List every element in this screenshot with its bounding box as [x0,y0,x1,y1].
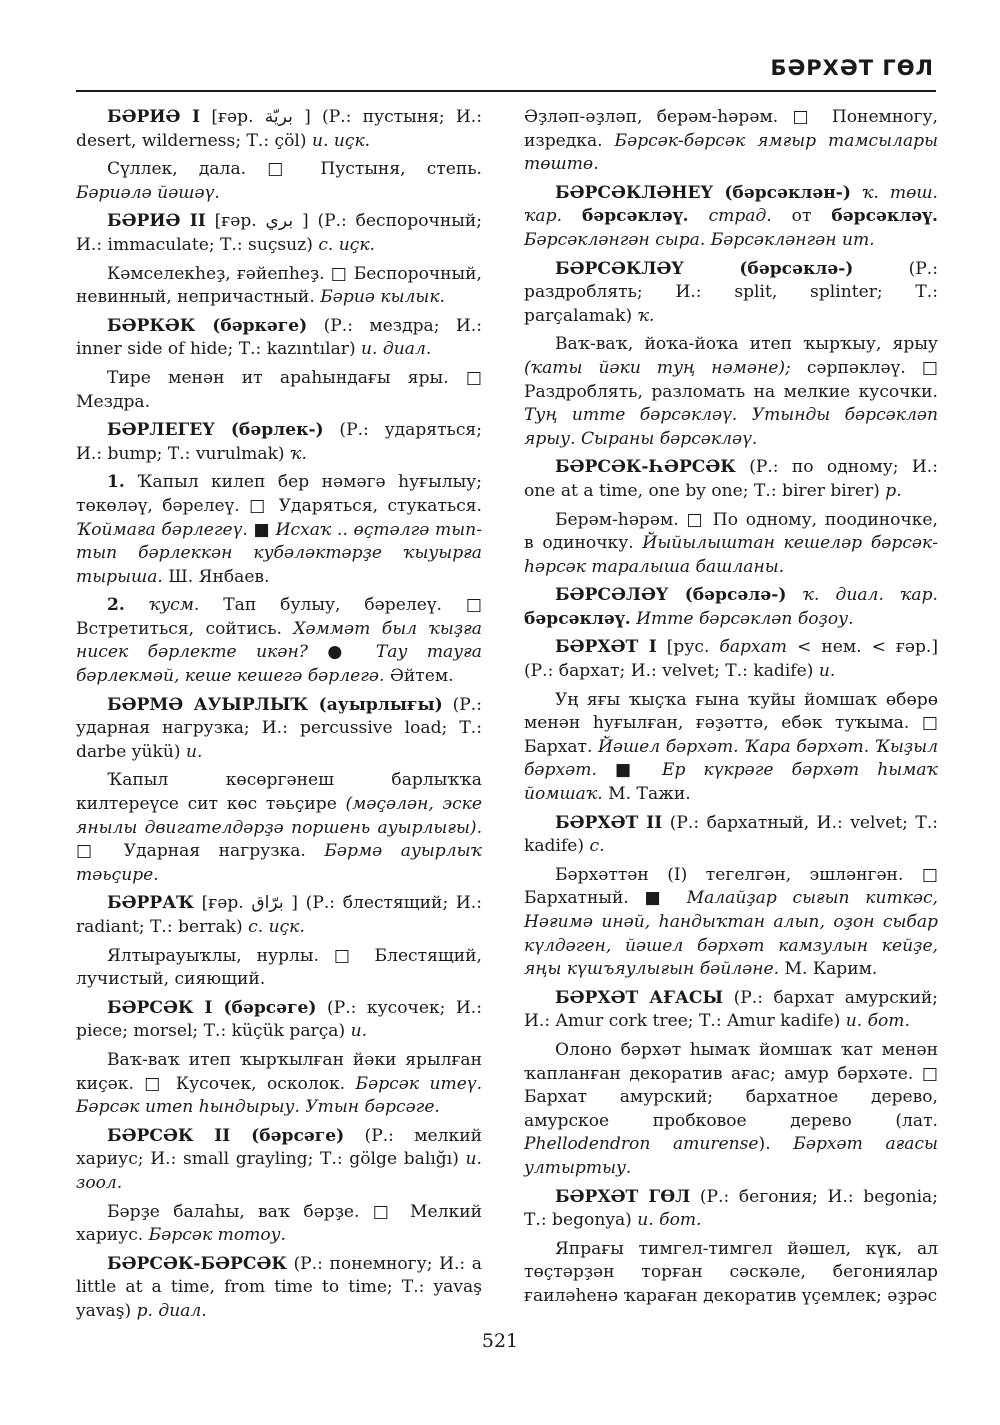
dictionary-entry: БӘРСӘКЛӘҮ (бәрсәклә-) (Р.: раздроблять; И.: split, splinter; Т.: parçalamak) ҡ. [524,258,938,326]
dictionary-entry: БӘРСӘК-БӘРСӘК (Р.: понемногу; И.: a little at a time, from time to time; Т.: yavaş yavaş) р. диал. [76,1253,482,1321]
dictionary-entry: БӘРХӘТ ГӨЛ (Р.: бегония; И.: begonia; Т.: begonya) и. бот. [524,1186,939,1231]
running-head: БӘРХӘТ ГӨЛ [770,56,934,80]
dictionary-entry: БӘРИӘ I [ғәр. بريّة ] (Р.: пустыня; И.: desert, wilderness; Т.: çöl) и. иҫк. [76,107,482,151]
page-number: 521 [481,1330,519,1352]
header-rule [76,90,936,92]
continued-definition: Әҙләп-әҙләп, берәм-һәрәм. □ Понемногу, изредка. Бәрсәк-бәрсәк ямғыр тамсылары төштө. [524,107,938,175]
dictionary-entry: БӘРСӘЛӘҮ (бәрсәлә-) ҡ. диал. ҡар. бәрсәкләү. Итте бәрсәкләп боҙоу. [524,585,938,629]
definition-paragraph: Ваҡ-ваҡ итеп ҡырҡылған йәки ярылған киҫәк. □ Кусочек, осколок. Бәрсәк итеү. Бәрсәк итеп һындырыу. Утын бәрсәге. [76,1049,482,1118]
dictionary-entry: БӘРХӘТ АҒАСЫ (Р.: бархат амурский; И.: Amur cork tree; Т.: Amur kadife) и. бот. [524,987,938,1032]
definition-paragraph: 1. Ҡапыл килеп бер нәмәгә һуғылыу; төкөләү, бәрелеү. □ Ударяться, стукаться. Ҡоймаға бәрлегеү. ■ Исхаҡ .. өҫтәлгә тып-тып бәрлеккән кубәләктәрҙе ҡыуырға тырыша. Ш. Янбаев. [76,472,482,587]
definition-paragraph: Тире менән ит араһындағы яры. □ Мездра. [76,367,482,412]
definition-paragraph: Бәрхәттән (I) тегелгән, эшләнгән. □ Бархатный. ■ Малайҙар сығып киткәс, Нәғимә инәй, һандыҡтан алып, оҙон сыбар күлдәген, йәшел бәрхәт камзулын кейҙе, яңы күшъяулығын бәйләне. М. Карим. [524,864,938,980]
dictionary-entry: БӘРСӘКЛӘНЕҮ (бәрсәклән-) ҡ. төш. ҡар. бәрсәкләү. страд. от бәрсәкләү. Бәрсәкләнгән сыра. Бәрсәкләнгән ит. [524,182,939,250]
dictionary-entry: БӘРРАҠ [ғәр. برّاق ] (Р.: блестящий; И.: radiant; Т.: berrak) с. иҫк. [76,893,482,937]
dictionary-entry: БӘРСӘК II (бәрсәге) (Р.: мелкий хариус; И.: small grayling; Т.: gölge balığı) и. зоол. [76,1125,482,1193]
dictionary-entry: БӘРКӘК (бәркәге) (Р.: мездра; И.: inner side of hide; Т.: kazıntılar) и. диал. [76,315,482,360]
dictionary-entry: БӘРЛЕГЕҮ (бәрлек-) (Р.: ударяться; И.: bump; Т.: vurulmak) ҡ. [76,420,482,464]
definition-paragraph: Берәм-һәрәм. □ По одному, поодиночке, в одиночку. Йыйылыштан кешеләр бәрсәк-һәрсәк таралыша башланы. [524,509,938,577]
definition-paragraph: Олоно бәрхәт һымаҡ йомшаҡ ҡат менән ҡапланған декоратив ағас; амур бәрхәте. □ Бархат амурский; бархатное дерево, амурское пробковое дерево (лат. Phellodendron amurense). Бәрхәт ағасы ултыртыу. [524,1039,938,1178]
definition-paragraph: Сүллек, дала. □ Пустыня, степь. Бәриәлә йәшәү. [76,159,482,203]
dictionary-entry: БӘРМӘ АУЫРЛЫҠ (ауырлығы) (Р.: ударная нагрузка; И.: percussive load; Т.: darbe yükü) и. [76,694,482,762]
dictionary-entry: БӘРСӘК-ҺӘРСӘК (Р.: по одному; И.: one at a time, one by one; Т.: birer birer) р. [524,457,938,501]
dictionary-entry: БӘРХӘТ II (Р.: бархатный, И.: velvet; Т.: kadife) с. [524,812,939,857]
dictionary-entry: БӘРСӘК I (бәрсәге) (Р.: кусочек; И.: piece; morsel; Т.: küçük parça) и. [76,997,482,1042]
dictionary-entry: БӘРХӘТ I [рус. бархат < нем. < ғәр.] (Р.: бархат; И.: velvet; Т.: kadife) и. [524,637,938,682]
definition-paragraph: Ялтырауыҡлы, нурлы. □ Блестящий, лучистый, сияющий. [76,945,482,990]
definition-paragraph: Бәрҙе балаһы, ваҡ бәрҙе. □ Мелкий хариус. Бәрсәк тотоу. [76,1201,482,1246]
definition-paragraph: Ваҡ-ваҡ, йоҡа-йоҡа итеп ҡырҡыу, ярыу (ҡаты йәки туң нәмәне); сәрпәкләү. □ Раздроблять, разломать на мелкие кусочки. Туң итте бәрсәкләү. Утынды бәрсәкләп ярыу. Сыраны бәрсәкләү. [524,334,938,449]
dictionary-entry: БӘРИӘ II [ғәр. بري ] (Р.: беспорочный; И.: immaculate; Т.: suçsuz) с. иҫк. [76,211,482,255]
right-column [524,106,938,1314]
definition-paragraph: 2. ҡусм. Тап булыу, бәрелеү. □ Встретиться, сойтись. Хәммәт был ҡыҙға нисек бәрлекте икән? ● Тау тауға бәрлекмәй, кеше кешегә бәрлегә. Әйтем. [76,595,483,687]
definition-paragraph: Уң яғы ҡыҫҡа ғына ҡуйы йомшаҡ өбөрө менән һуғылған, ғәҙәттә, ебәк туҡыма. □ Бархат. Йәшел бәрхәт. Ҡара бәрхәт. Ҡыҙыл бәрхәт. ■ Ер күкрәге бәрхәт һымаҡ йомшаҡ. М. Тажи. [524,689,938,805]
left-column [76,106,482,1329]
definition-paragraph: Япрағы тимгел-тимгел йәшел, күк, ал төҫтәрҙән торған сәскәле, бегониялар ғаиләһенә ҡараған декоратив үҫемлек; әҙрәс [524,1238,938,1306]
definition-paragraph: Ҡапыл көсөргәнеш барлыҡҡа килтереүсе сит көс тәьҫире (мәҫәлән, эске янылы двигателдәрҙә поршень ауырлығы). □ Ударная нагрузка. Бәрмә ауырлыҡ тәьҫире. [76,770,482,885]
definition-paragraph: Кәмселекһеҙ, ғәйепһеҙ. □ Беспорочный, невинный, непричастный. Бәриә кылык. [76,263,482,308]
